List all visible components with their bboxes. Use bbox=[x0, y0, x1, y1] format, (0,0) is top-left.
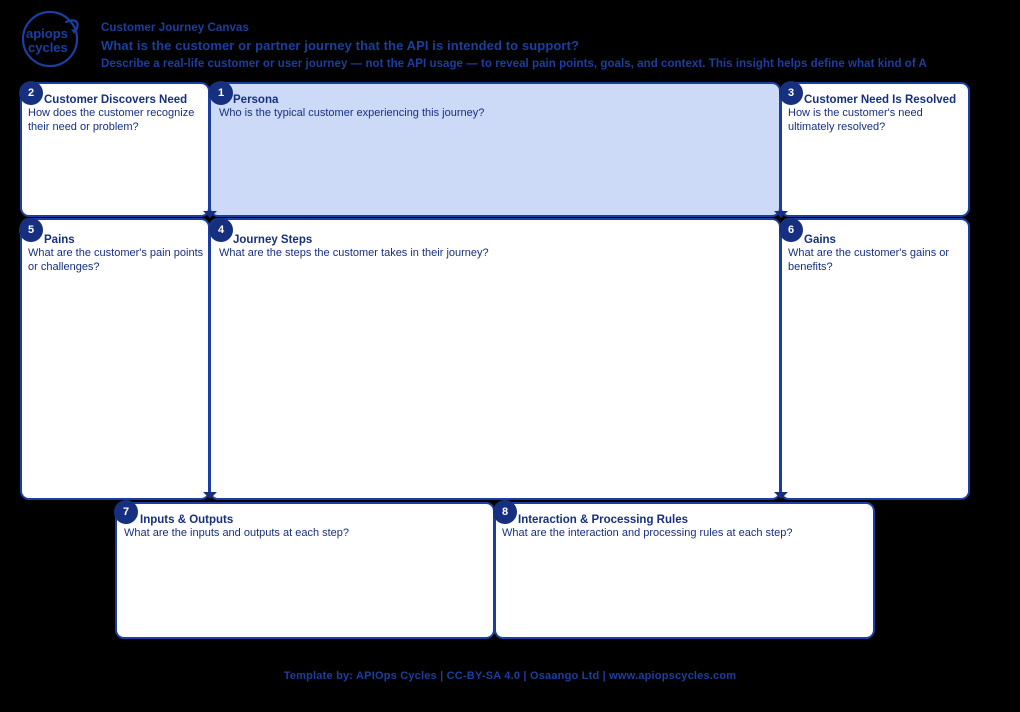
badge-customer-discovers-need: 2 bbox=[19, 81, 43, 105]
badge-gains: 6 bbox=[779, 218, 803, 242]
connector-arrow-left-upper bbox=[203, 211, 217, 218]
title-inputs-and-outputs: Inputs & Outputs bbox=[140, 514, 234, 526]
canvas-question: What is the customer or partner journey that the API is intended to support? bbox=[101, 38, 580, 53]
prompt-customer-need-is-resolved: How is the customer's need ultimately resolved? bbox=[788, 107, 923, 133]
svg-text:cycles: cycles bbox=[28, 40, 68, 55]
badge-customer-need-is-resolved: 3 bbox=[779, 81, 803, 105]
box-journey-steps[interactable] bbox=[209, 218, 781, 500]
title-journey-steps: Journey Steps bbox=[233, 234, 313, 246]
badge-journey-steps: 4 bbox=[209, 218, 233, 242]
canvas-header bbox=[0, 0, 1020, 78]
prompt-pains: What are the customer's pain points or challenges? bbox=[28, 247, 204, 273]
prompt-journey-steps: What are the steps the customer takes in their journey? bbox=[219, 247, 489, 259]
badge-inputs-and-outputs: 7 bbox=[114, 500, 138, 524]
svg-text:apiops: apiops bbox=[26, 26, 68, 41]
title-gains: Gains bbox=[804, 234, 836, 246]
prompt-customer-discovers-need: How does the customer recognize their need or problem? bbox=[28, 107, 195, 133]
connector-arrow-left-lower bbox=[203, 492, 217, 499]
title-pains: Pains bbox=[44, 234, 75, 246]
prompt-inputs-and-outputs: What are the inputs and outputs at each step? bbox=[124, 527, 350, 539]
prompt-interaction-and-processing-rules: What are the interaction and processing rules at each step? bbox=[502, 527, 793, 539]
prompt-gains: What are the customer's gains or benefits? bbox=[788, 247, 950, 273]
badge-persona: 1 bbox=[209, 81, 233, 105]
title-customer-discovers-need: Customer Discovers Need bbox=[44, 94, 188, 106]
canvas-title: Customer Journey Canvas bbox=[101, 22, 250, 34]
canvas-description: Describe a real-life customer or user journey — not the API usage — to reveal pain points, goals, and context. This insight helps define what kind of A bbox=[101, 58, 927, 70]
badge-interaction-and-processing-rules: 8 bbox=[493, 500, 517, 524]
connector-arrow-right-lower bbox=[774, 492, 788, 499]
badge-pains: 5 bbox=[19, 218, 43, 242]
connector-arrow-right-upper bbox=[774, 211, 788, 218]
title-customer-need-is-resolved: Customer Need Is Resolved bbox=[804, 94, 957, 106]
title-interaction-and-processing-rules: Interaction & Processing Rules bbox=[518, 514, 688, 526]
apiops-cycles-logo bbox=[14, 8, 92, 70]
prompt-persona: Who is the typical customer experiencing this journey? bbox=[219, 107, 485, 119]
title-persona: Persona bbox=[233, 94, 279, 106]
footer-attribution: Template by: APIOps Cycles | CC-BY-SA 4.0 | Osaango Ltd | www.apiopscycles.com bbox=[283, 670, 737, 682]
